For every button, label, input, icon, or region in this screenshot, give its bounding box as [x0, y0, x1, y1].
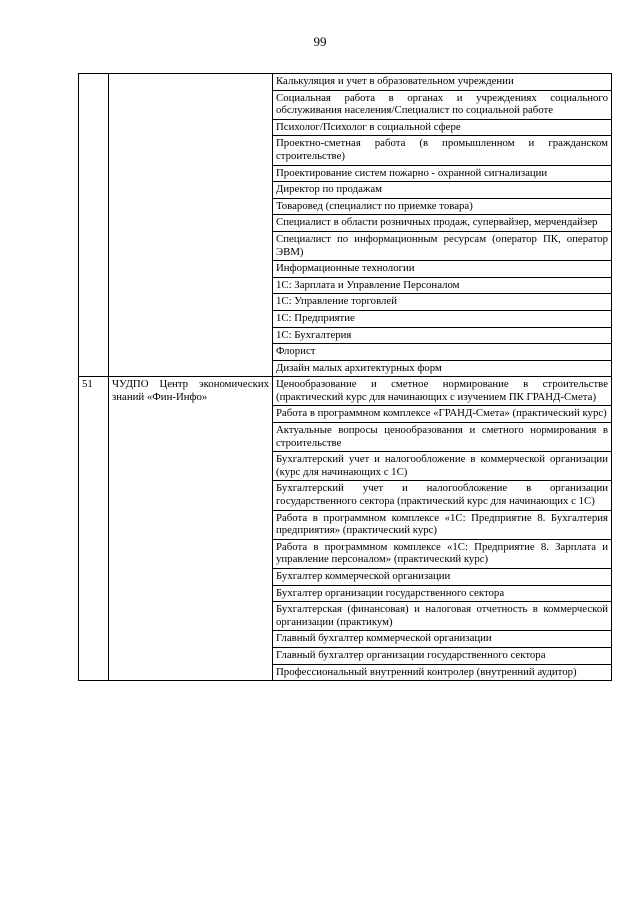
course-cell: Главный бухгалтер организации государственного сектора: [273, 647, 612, 664]
course-cell: Работа в программном комплексе «ГРАНД-Смета» (практический курс): [273, 406, 612, 423]
course-cell: Работа в программном комплексе «1С: Предприятие 8. Бухгалтерия предприятия» (практический курс): [273, 510, 612, 539]
course-cell: 1С: Зарплата и Управление Персоналом: [273, 277, 612, 294]
course-cell: Актуальные вопросы ценообразования и сметного нормирования в строительстве: [273, 423, 612, 452]
course-cell: Бухгалтерский учет и налогообложение в коммерческой организации (курс для начинающих с 1С): [273, 452, 612, 481]
row-number-cell: 51: [79, 377, 109, 681]
course-cell: Флорист: [273, 344, 612, 361]
course-cell: Бухгалтер коммерческой организации: [273, 569, 612, 586]
course-cell: 1С: Предприятие: [273, 310, 612, 327]
course-cell: Проектно-сметная работа (в промышленном и гражданском строительстве): [273, 136, 612, 165]
course-cell: Проектирование систем пожарно - охранной сигнализации: [273, 165, 612, 182]
course-cell: Бухгалтерская (финансовая) и налоговая отчетность в коммерческой организации (практикум): [273, 602, 612, 631]
course-cell: Бухгалтерский учет и налогообложение в организации государственного сектора (практический курс для начинающих с 1С): [273, 481, 612, 510]
course-cell: Бухгалтер организации государственного сектора: [273, 585, 612, 602]
courses-table: [78, 73, 612, 681]
course-cell: Психолог/Психолог в социальной сфере: [273, 119, 612, 136]
course-cell: 1С: Управление торговлей: [273, 294, 612, 311]
course-cell: Главный бухгалтер коммерческой организации: [273, 631, 612, 648]
course-cell: Работа в программном комплексе «1С: Предприятие 8. Зарплата и управление персоналом» (практический курс): [273, 539, 612, 568]
row-number-cell: [79, 74, 109, 377]
course-cell: Информационные технологии: [273, 261, 612, 278]
course-cell: Профессиональный внутренний контролер (внутренний аудитор): [273, 664, 612, 681]
table-row: [79, 74, 612, 91]
course-cell: Калькуляция и учет в образовательном учреждении: [273, 74, 612, 91]
course-cell: 1С: Бухгалтерия: [273, 327, 612, 344]
course-cell: Специалист в области розничных продаж, супервайзер, мерчендайзер: [273, 215, 612, 232]
course-cell: Специалист по информационным ресурсам (оператор ПК, оператор ЭВМ): [273, 231, 612, 260]
page-number: 99: [313, 34, 327, 49]
course-cell: Директор по продажам: [273, 182, 612, 199]
course-cell: Дизайн малых архитектурных форм: [273, 360, 612, 377]
course-cell: Социальная работа в органах и учреждениях социального обслуживания населения/Специалист по социальной работе: [273, 90, 612, 119]
organization-cell: [109, 74, 273, 377]
table-row: [79, 377, 612, 406]
course-cell: Ценообразование и сметное нормирование в строительстве (практический курс для начинающих с изучением ПК ГРАНД-Смета): [273, 377, 612, 406]
course-cell: Товаровед (специалист по приемке товара): [273, 198, 612, 215]
organization-cell: ЧУДПО Центр экономических знаний «Фин-Инфо»: [109, 377, 273, 681]
